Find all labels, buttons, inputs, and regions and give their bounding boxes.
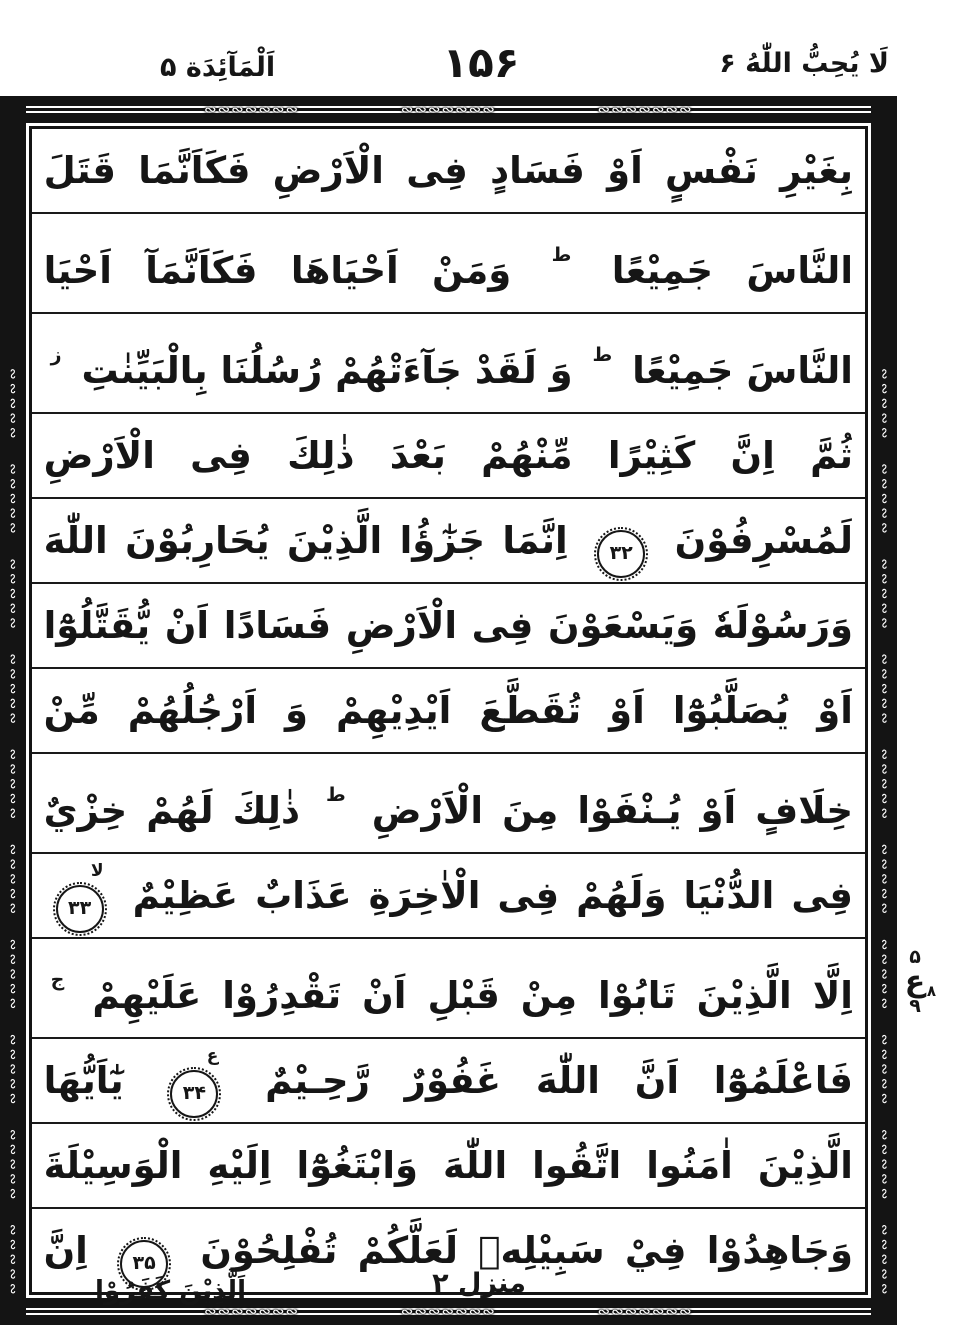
quran-text-segment: وَرَسُوْلَهٗ وَيَسْعَوْنَ فِى الْاَرْضِ فَسَادًا اَنْ يُّقَتَّلُوْٓا — [43, 604, 853, 647]
ruku-inner-number: ۸ — [926, 982, 936, 1000]
quran-line — [32, 584, 865, 669]
quran-text-segment: الَّذِيْنَ اٰمَنُوا اتَّقُوا اللّٰهَ وَابْتَغُوْٓا اِلَيْهِ الْوَسِيْلَةَ — [43, 1144, 853, 1187]
ruku-ayah-count: ۹ — [909, 995, 921, 1017]
quran-line — [32, 414, 865, 499]
quran-line — [32, 499, 865, 584]
frame-right-ornament-band — [871, 123, 897, 1298]
catchword-next-page: اَلَّذِيْنَ كَفَرُوْا — [95, 1276, 246, 1306]
ruku-marker — [892, 948, 938, 1016]
quran-text-segment: ذٰلِكَ لَهُمْ خِزْيٌ — [43, 789, 300, 832]
quran-line — [32, 1039, 865, 1124]
ornamental-frame — [43, 96, 897, 1274]
quran-text-segment: فَاعْلَمُوْٓا اَنَّ اللّٰهَ غَفُوْرٌ رَّحِـيْمٌ — [265, 1059, 853, 1102]
quran-text-segment: ثُمَّ اِنَّ كَثِيْرًا مِّنْهُمْ بَعْدَ ذٰلِكَ فِى الْاَرْضِ — [43, 434, 853, 477]
quran-line — [32, 669, 865, 754]
quran-text-segment: لَمُسْرِفُوْنَ — [674, 519, 853, 562]
page-header — [65, 38, 897, 94]
pause-mark: ط — [592, 344, 613, 366]
ayah-number: ۳۲ — [609, 542, 633, 564]
quran-line — [32, 129, 865, 214]
ruku-number: ۵ — [909, 946, 921, 968]
frame-corner-ornament — [0, 1298, 26, 1325]
quran-text-segment: خِلَافٍ اَوْ يُـنْفَوْا مِنَ الْاَرْضِ — [371, 789, 853, 832]
ayah-number-marker — [56, 860, 104, 933]
quran-text-segment: وَجَاهِدُوْا فِيْ سَبِيْلِهٖ لَعَلَّكُمْ تُفْلِحُوْنَ — [200, 1229, 853, 1272]
juz-title: لَا يُحِبُّ اللّٰهُ ۶ — [719, 48, 889, 79]
ayah-number: ۳۵ — [132, 1252, 156, 1274]
quran-text-segment: يٰٓاَيُّهَا — [43, 1059, 124, 1102]
quran-text-segment: النَّاسَ جَمِيْعًا — [611, 249, 853, 292]
ayah-number: ۳۴ — [182, 1082, 206, 1104]
quran-text-segment: اِنَّمَا جَزٰٓؤُا الَّذِيْنَ يُحَارِبُوْنَ اللّٰهَ — [43, 519, 568, 562]
quran-text-segment: اِنَّ — [43, 1229, 88, 1272]
quran-line — [32, 1124, 865, 1209]
frame-top-ornament-bar — [26, 96, 871, 123]
quran-line — [32, 854, 865, 939]
quran-line — [32, 939, 865, 1039]
quran-text-segment: وَمَنْ اَحْيَاهَا فَكَاَنَّمَآ اَحْيَا — [43, 249, 512, 292]
pause-mark-above-ayah: لا — [90, 860, 104, 881]
quran-text-area — [29, 126, 868, 1295]
quran-text-segment: النَّاسَ جَمِيْعًا — [632, 349, 853, 392]
frame-corner-ornament — [871, 96, 897, 123]
quran-line — [32, 314, 865, 414]
pause-mark: ج — [50, 969, 65, 991]
quran-text-segment: اِلَّا الَّذِيْنَ تَابُوْا مِنْ قَبْلِ اَنْ تَقْدِرُوْا عَلَيْهِمْ — [92, 974, 853, 1017]
pause-mark-above-ayah: ع — [206, 1045, 219, 1066]
page-number: ۱۵۶ — [442, 38, 520, 87]
ayah-number-marker — [597, 530, 645, 578]
quran-line — [32, 214, 865, 314]
quran-text-segment: فِى الدُّنْيَا وَلَهُمْ فِى الْاٰخِرَةِ عَذَابٌ عَظِيْمٌ — [132, 874, 853, 917]
frame-corner-ornament — [0, 96, 26, 123]
ruku-ain-symbol: ع ۸ — [904, 964, 936, 1000]
quran-line — [32, 754, 865, 854]
ayah-number: ۳۳ — [68, 897, 92, 919]
ayah-number-marker — [170, 1045, 219, 1118]
quran-text-segment: وَ لَقَدْ جَآءَتْهُمْ رُسُلُنَا بِالْبَيِّنٰتِ — [81, 349, 573, 392]
pause-mark: ز — [50, 344, 62, 366]
quran-text-segment: اَوْ يُصَلَّبُوْٓا اَوْ تُقَطَّعَ اَيْدِيْهِمْ وَ اَرْجُلُهُمْ مِّنْ — [43, 689, 853, 732]
pause-mark: ط — [551, 244, 572, 266]
frame-left-ornament-band — [0, 123, 26, 1298]
manzil-label: منزل ۲ — [432, 1268, 526, 1299]
pause-mark: ط — [325, 784, 346, 806]
quran-text-segment: بِغَيْرِ نَفْسٍ اَوْ فَسَادٍ فِى الْاَرْضِ فَكَاَنَّمَا قَتَلَ — [43, 149, 853, 192]
surah-title: اَلْمَآئِدَة ۵ — [160, 52, 276, 83]
frame-corner-ornament — [871, 1298, 897, 1325]
